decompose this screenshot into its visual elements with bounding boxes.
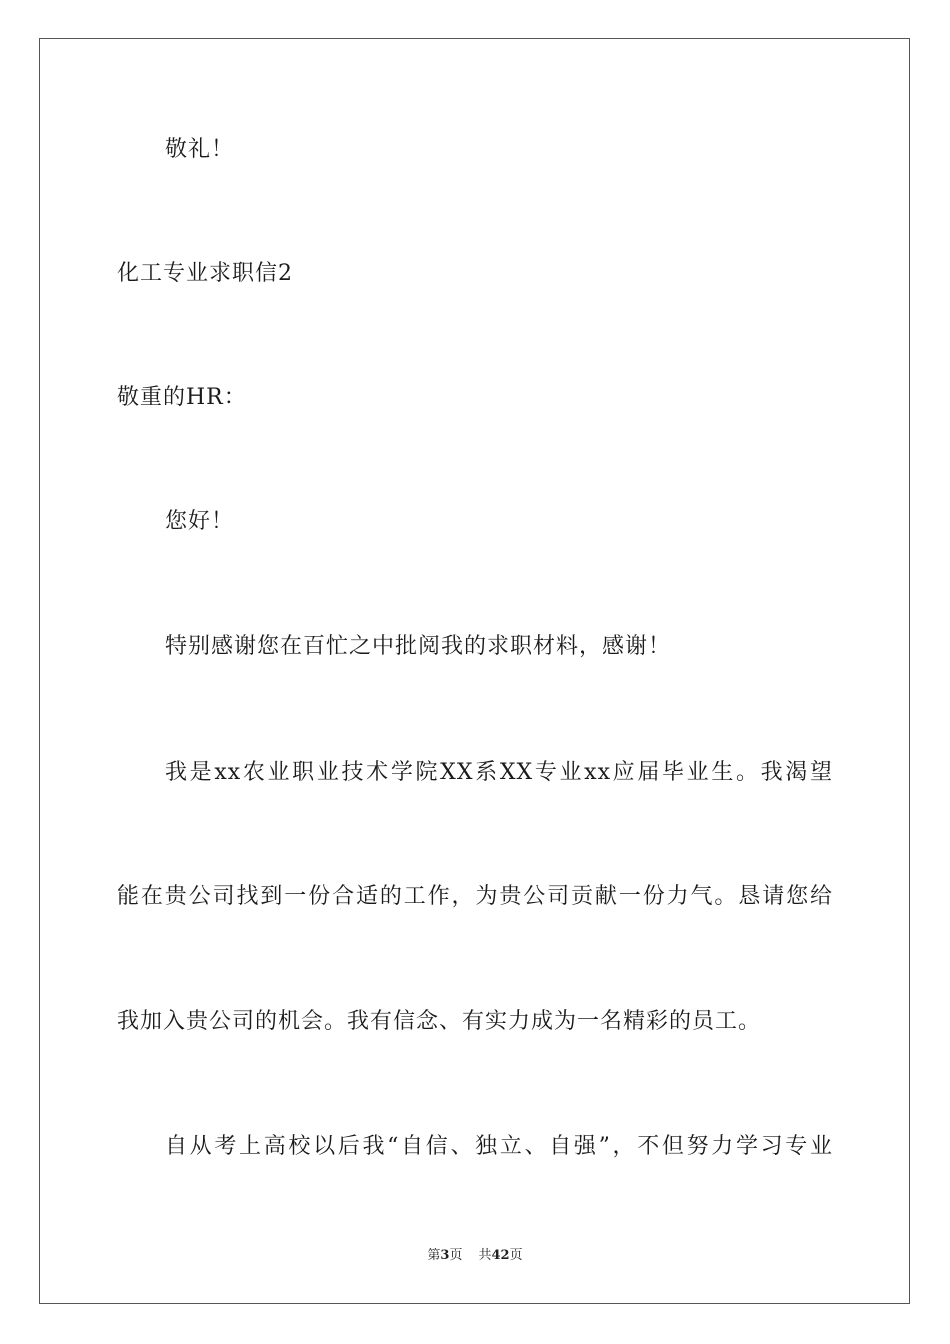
hello-line: 您好！ xyxy=(165,509,235,534)
total-suffix: 页 xyxy=(509,1248,523,1263)
closing-salutation: 敬礼！ xyxy=(165,137,235,162)
paragraph-study-line-1: 自从考上高校以后我“自信、独立、自强”，不但努力学习专业 xyxy=(165,1134,833,1159)
paragraph-intro-line-1: 我是xx农业职业技术学院XX系XX专业xx应届毕业生。我渴望 xyxy=(165,760,833,785)
page-border xyxy=(39,38,910,1304)
paragraph-intro-line-2: 能在贵公司找到一份合适的工作，为贵公司贡献一份力气。恳请您给 xyxy=(117,884,833,909)
page-prefix: 第 xyxy=(427,1248,441,1263)
page-footer xyxy=(0,1247,950,1265)
total-pages: 42 xyxy=(491,1248,510,1263)
total-prefix: 共 xyxy=(478,1248,492,1263)
page-number: 3 xyxy=(440,1248,450,1263)
page-suffix: 页 xyxy=(449,1248,463,1263)
section-heading: 化工专业求职信2 xyxy=(117,261,293,286)
paragraph-intro-line-3: 我加入贵公司的机会。我有信念、有实力成为一名精彩的员工。 xyxy=(117,1009,762,1034)
paragraph-thanks: 特别感谢您在百忙之中批阅我的求职材料，感谢！ xyxy=(165,634,672,659)
greeting-line: 敬重的HR： xyxy=(117,385,247,410)
